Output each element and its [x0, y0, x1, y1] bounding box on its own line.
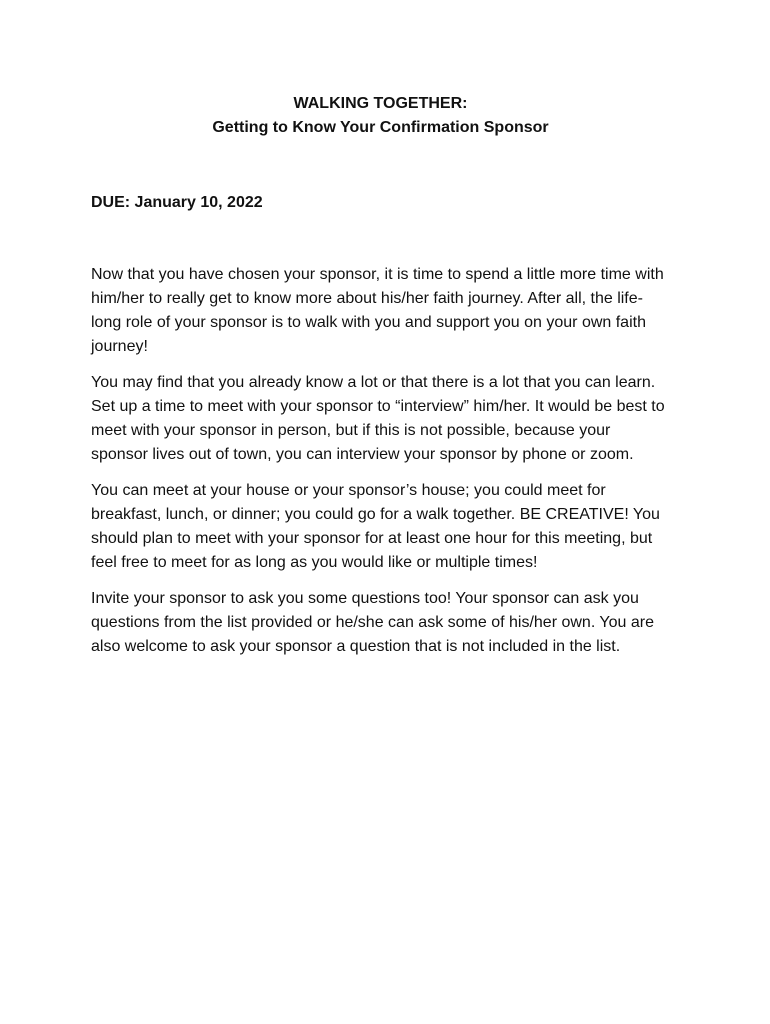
due-date: DUE: January 10, 2022	[91, 194, 263, 211]
paragraph-intro: Now that you have chosen your sponsor, it is time to spend a little more time with him/her to really get to know more about his/her faith journey. After all, the life-long role of your sponsor is to walk with you and support you on your own faith journey!	[91, 266, 664, 355]
paragraph-meeting: You can meet at your house or your sponsor’s house; you could meet for breakfast, lunch, or dinner; you could go for a walk together. BE CREATIVE! You should plan to meet with your sponsor for at least one hour for this meeting, but feel free to meet for as long as you would like or multiple times!	[91, 482, 660, 571]
paragraph-interview: You may find that you already know a lot or that there is a lot that you can learn. Set up a time to meet with your sponsor to “interview” him/her. It would be best to meet with your sponsor in person, but if this is not possible, because your sponsor lives out of town, you can interview your sponsor by phone or zoom.	[91, 374, 665, 463]
document-title	[91, 92, 670, 140]
title-line-2: Getting to Know Your Confirmation Sponsor	[212, 119, 549, 136]
paragraph-questions: Invite your sponsor to ask you some questions too! Your sponsor can ask you questions from the list provided or he/she can ask some of his/her own. You are also welcome to ask your sponsor a question that is not included in the list.	[91, 590, 654, 655]
title-line-1: WALKING TOGETHER:	[293, 95, 468, 112]
